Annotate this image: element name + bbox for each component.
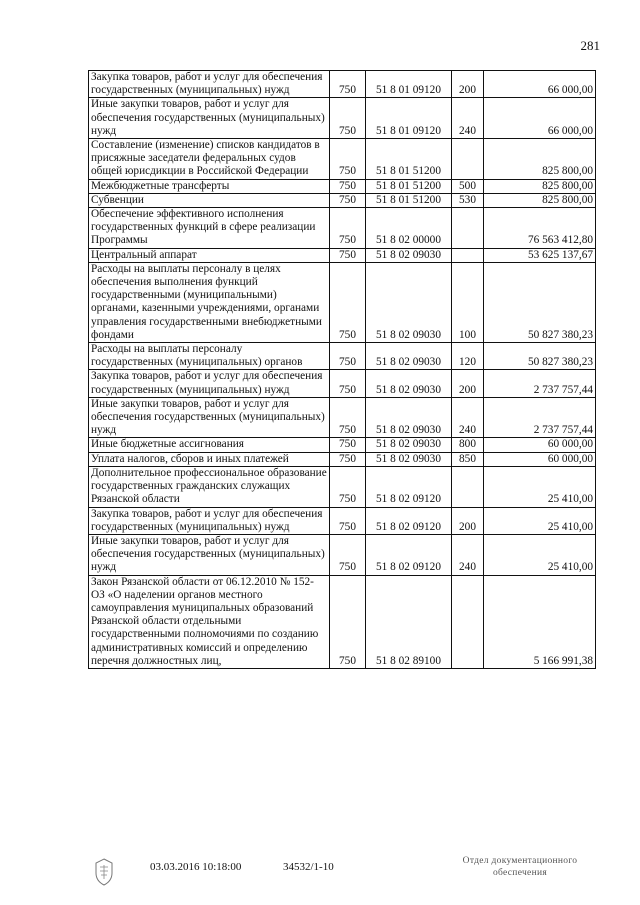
cell-ved: 750 [330, 534, 366, 575]
cell-name: Субвенции [89, 193, 330, 207]
cell-sum: 60 000,00 [484, 452, 596, 466]
cell-code: 51 8 01 09120 [366, 71, 452, 98]
cell-code: 51 8 02 09120 [366, 466, 452, 507]
cell-ved: 750 [330, 179, 366, 193]
cell-ved: 750 [330, 139, 366, 180]
cell-name: Закупка товаров, работ и услуг для обеспечения государственных (муниципальных) нужд [89, 370, 330, 397]
cell-sum: 2 737 757,44 [484, 370, 596, 397]
cell-name: Центральный аппарат [89, 248, 330, 262]
cell-name: Составление (изменение) списков кандидатов в присяжные заседатели федеральных судов общей юрисдикции в Российской Федерации [89, 139, 330, 180]
cell-name: Иные закупки товаров, работ и услуг для обеспечения государственных (муниципальных) нужд [89, 98, 330, 139]
budget-table [88, 70, 596, 669]
cell-ved: 750 [330, 193, 366, 207]
cell-vr: 530 [452, 193, 484, 207]
cell-sum: 2 737 757,44 [484, 397, 596, 438]
cell-vr: 850 [452, 452, 484, 466]
cell-code: 51 8 02 09030 [366, 248, 452, 262]
cell-name: Межбюджетные трансферты [89, 179, 330, 193]
table-row [89, 262, 596, 342]
cell-sum: 50 827 380,23 [484, 343, 596, 370]
footer [0, 855, 640, 895]
cell-vr [452, 139, 484, 180]
cell-vr: 120 [452, 343, 484, 370]
cell-vr: 100 [452, 262, 484, 342]
table-row [89, 370, 596, 397]
table-row [89, 248, 596, 262]
budget-table-body [89, 71, 596, 669]
cell-sum: 25 410,00 [484, 534, 596, 575]
cell-vr: 200 [452, 507, 484, 534]
table-row [89, 397, 596, 438]
cell-ved: 750 [330, 397, 366, 438]
table-row [89, 534, 596, 575]
cell-ved: 750 [330, 248, 366, 262]
table-row [89, 179, 596, 193]
cell-ved: 750 [330, 466, 366, 507]
cell-sum: 76 563 412,80 [484, 208, 596, 249]
cell-ved: 750 [330, 71, 366, 98]
cell-name: Расходы на выплаты персоналу государственных (муниципальных) органов [89, 343, 330, 370]
cell-sum: 66 000,00 [484, 98, 596, 139]
cell-vr: 240 [452, 98, 484, 139]
cell-sum: 25 410,00 [484, 507, 596, 534]
cell-code: 51 8 01 51200 [366, 139, 452, 180]
table-row [89, 343, 596, 370]
cell-vr: 240 [452, 397, 484, 438]
cell-vr: 500 [452, 179, 484, 193]
footer-timestamp: 03.03.2016 10:18:00 [150, 861, 242, 873]
cell-code: 51 8 02 89100 [366, 575, 452, 668]
cell-sum: 825 800,00 [484, 193, 596, 207]
table-row [89, 466, 596, 507]
table-row [89, 193, 596, 207]
cell-ved: 750 [330, 507, 366, 534]
cell-sum: 60 000,00 [484, 438, 596, 452]
cell-vr [452, 208, 484, 249]
cell-sum: 825 800,00 [484, 179, 596, 193]
cell-vr: 200 [452, 71, 484, 98]
cell-code: 51 8 02 09030 [366, 452, 452, 466]
cell-ved: 750 [330, 575, 366, 668]
cell-code: 51 8 02 00000 [366, 208, 452, 249]
footer-doc-number: 34532/1-10 [283, 861, 334, 873]
cell-sum: 53 625 137,67 [484, 248, 596, 262]
cell-code: 51 8 02 09030 [366, 343, 452, 370]
cell-sum: 825 800,00 [484, 139, 596, 180]
cell-sum: 50 827 380,23 [484, 262, 596, 342]
cell-vr: 200 [452, 370, 484, 397]
table-row [89, 208, 596, 249]
cell-name: Закон Рязанской области от 06.12.2010 № 152-ОЗ «О наделении органов местного самоуправления муниципальных образований Рязанской области отдельными государственными полномочиями по созданию административных комиссий и определению перечня должностных лиц, [89, 575, 330, 668]
table-row [89, 139, 596, 180]
cell-code: 51 8 01 09120 [366, 98, 452, 139]
cell-vr [452, 248, 484, 262]
cell-ved: 750 [330, 343, 366, 370]
cell-sum: 25 410,00 [484, 466, 596, 507]
cell-ved: 750 [330, 262, 366, 342]
cell-code: 51 8 02 09030 [366, 438, 452, 452]
cell-name: Расходы на выплаты персоналу в целях обеспечения выполнения функций государственными (муниципальными) органами, казенными учреждениями, органами управления государственными внебюджетными фондами [89, 262, 330, 342]
cell-code: 51 8 02 09120 [366, 534, 452, 575]
cell-vr: 800 [452, 438, 484, 452]
cell-vr: 240 [452, 534, 484, 575]
table-row [89, 575, 596, 668]
table-row [89, 98, 596, 139]
cell-vr [452, 575, 484, 668]
cell-code: 51 8 01 51200 [366, 193, 452, 207]
table-row [89, 438, 596, 452]
page-number: 281 [580, 38, 600, 53]
cell-name: Обеспечение эффективного исполнения государственных функций в сфере реализации Программы [89, 208, 330, 249]
cell-code: 51 8 02 09030 [366, 370, 452, 397]
cell-name: Дополнительное профессиональное образование государственных гражданских служащих Рязанской области [89, 466, 330, 507]
table-row [89, 507, 596, 534]
cell-name: Закупка товаров, работ и услуг для обеспечения государственных (муниципальных) нужд [89, 507, 330, 534]
coat-of-arms-icon [92, 857, 116, 887]
cell-ved: 750 [330, 370, 366, 397]
cell-ved: 750 [330, 438, 366, 452]
cell-name: Закупка товаров, работ и услуг для обеспечения государственных (муниципальных) нужд [89, 71, 330, 98]
cell-name: Иные бюджетные ассигнования [89, 438, 330, 452]
cell-name: Иные закупки товаров, работ и услуг для обеспечения государственных (муниципальных) нужд [89, 534, 330, 575]
cell-sum: 5 166 991,38 [484, 575, 596, 668]
cell-name: Уплата налогов, сборов и иных платежей [89, 452, 330, 466]
cell-ved: 750 [330, 98, 366, 139]
table-row [89, 452, 596, 466]
cell-ved: 750 [330, 208, 366, 249]
cell-sum: 66 000,00 [484, 71, 596, 98]
cell-code: 51 8 02 09030 [366, 262, 452, 342]
cell-name: Иные закупки товаров, работ и услуг для обеспечения государственных (муниципальных) нужд [89, 397, 330, 438]
cell-code: 51 8 01 51200 [366, 179, 452, 193]
cell-ved: 750 [330, 452, 366, 466]
cell-code: 51 8 02 09120 [366, 507, 452, 534]
department-stamp: Отдел документационного обеспечения [462, 856, 578, 878]
table-row [89, 71, 596, 98]
cell-code: 51 8 02 09030 [366, 397, 452, 438]
cell-vr [452, 466, 484, 507]
